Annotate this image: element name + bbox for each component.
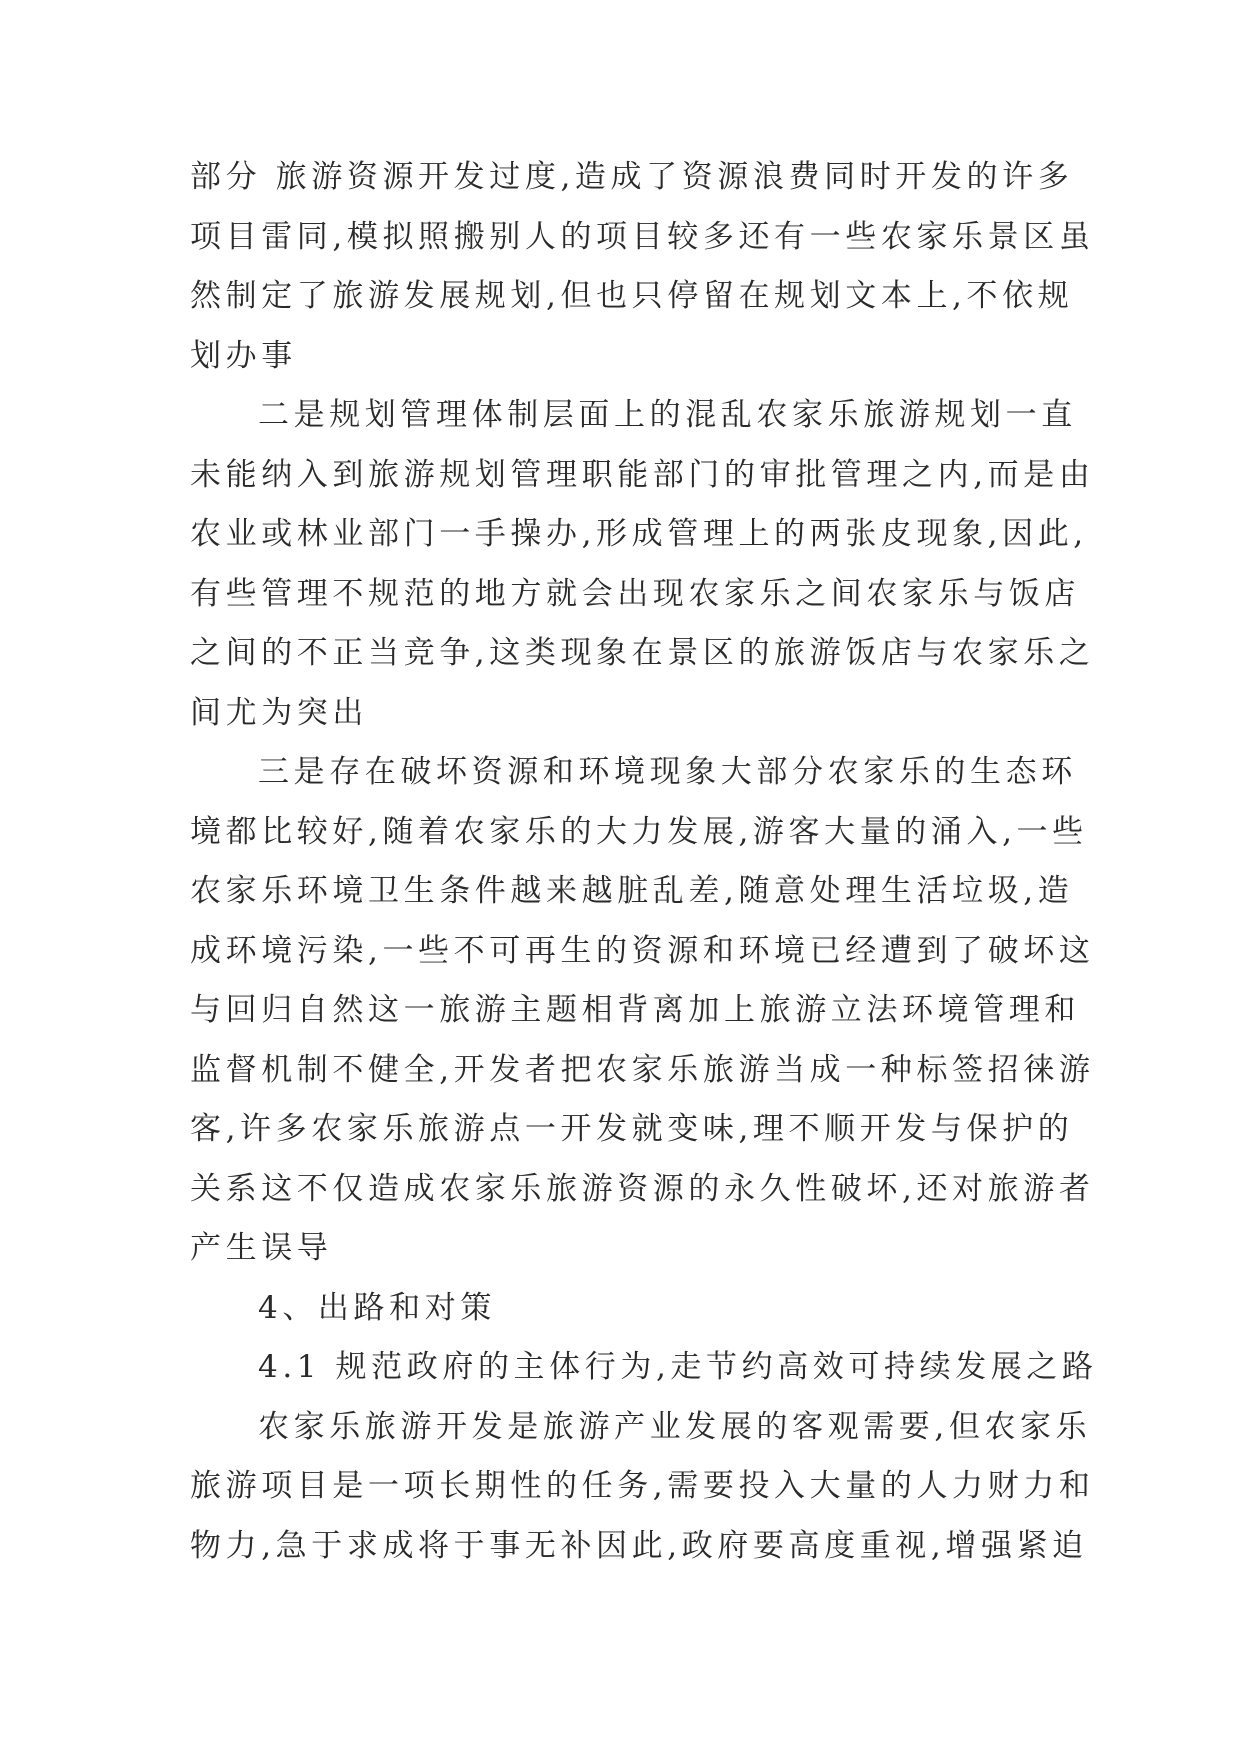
text-line: 未能纳入到旅游规划管理职能部门的审批管理之内,而是由 [190, 456, 1095, 493]
subsection-heading: 4.1 规范政府的主体行为,走节约高效可持续发展之路 [258, 1349, 1098, 1385]
text-line: 之间的不正当竞争,这类现象在景区的旅游饭店与农家乐之 [190, 635, 1095, 671]
body-text [190, 148, 1098, 1576]
text-line: 物力,急于求成将于事无补因此,政府要高度重视,增强紧迫 [190, 1527, 1088, 1564]
section-heading: 4、出路和对策 [258, 1289, 496, 1326]
text-line: 客,许多农家乐旅游点一开发就变味,理不顺开发与保护的 [190, 1111, 1074, 1147]
text-line: 境都比较好,随着农家乐的大力发展,游客大量的涌入,一些 [190, 813, 1088, 850]
text-line: 产生误导 [190, 1230, 333, 1266]
text-line: 间尤为突出 [190, 694, 368, 731]
text-line: 项目雷同,模拟照搬别人的项目较多还有一些农家乐景区虽 [190, 218, 1095, 255]
paragraph-start-line: 二是规划管理体制层面上的混乱农家乐旅游规划一直 [258, 397, 1077, 433]
text-line: 关系这不仅造成农家乐旅游资源的永久性破坏,还对旅游者 [190, 1170, 1095, 1207]
text-line: 划办事 [190, 337, 297, 374]
paragraph-start-line: 农家乐旅游开发是旅游产业发展的客观需要,但农家乐 [258, 1408, 1092, 1445]
paragraph-start-line: 三是存在破坏资源和环境现象大部分农家乐的生态环 [258, 754, 1077, 790]
text-line: 然制定了旅游发展规划,但也只停留在规划文本上,不依规 [190, 278, 1074, 314]
text-line: 农家乐环境卫生条件越来越脏乱差,随意处理生活垃圾,造 [190, 873, 1074, 909]
text-line: 监督机制不健全,开发者把农家乐旅游当成一种标签招徕游 [190, 1051, 1095, 1088]
text-line: 成环境污染,一些不可再生的资源和环境已经遭到了破坏这 [190, 932, 1095, 969]
text-line: 有些管理不规范的地方就会出现农家乐之间农家乐与饭店 [190, 575, 1080, 612]
text-line: 与回归自然这一旅游主题相背离加上旅游立法环境管理和 [190, 992, 1080, 1028]
text-line: 农业或林业部门一手操办,形成管理上的两张皮现象,因此, [190, 516, 1088, 552]
text-line: 部分 旅游资源开发过度,造成了资源浪费同时开发的许多 [190, 159, 1074, 195]
text-line: 旅游项目是一项长期性的任务,需要投入大量的人力财力和 [190, 1468, 1095, 1504]
